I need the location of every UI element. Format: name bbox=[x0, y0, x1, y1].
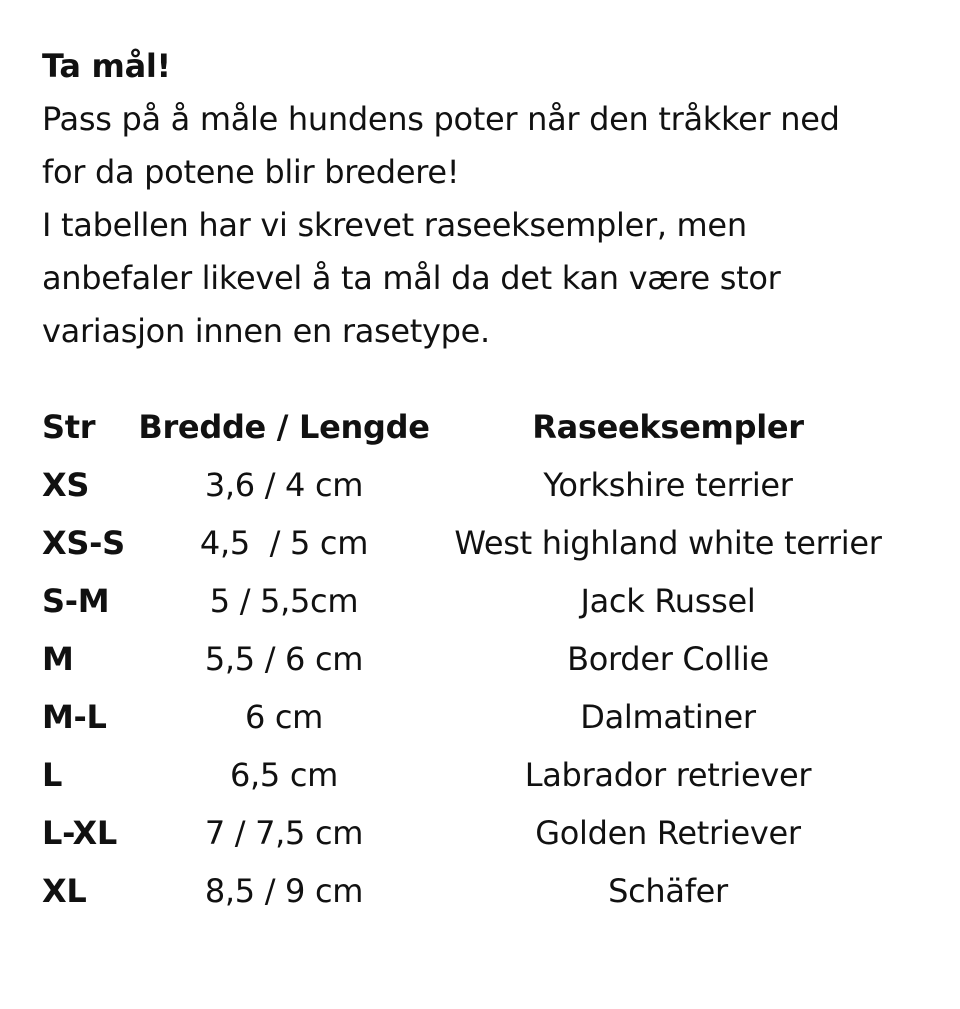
dimensions-cell: 5,5 / 6 cm bbox=[204, 640, 364, 678]
size-cell: L-XL bbox=[42, 814, 117, 852]
table-row bbox=[42, 804, 902, 862]
dimensions-cell: 6,5 cm bbox=[229, 756, 339, 794]
intro-line: Pass på å måle hundens poter når den tråkker ned bbox=[42, 100, 840, 138]
breed-cell: Jack Russel bbox=[580, 582, 756, 620]
size-cell: XS-S bbox=[42, 524, 125, 562]
size-cell: XS bbox=[42, 466, 90, 504]
header-breeds: Raseeksempler bbox=[532, 408, 804, 446]
size-cell: S-M bbox=[42, 582, 110, 620]
dimensions-cell: 8,5 / 9 cm bbox=[204, 872, 364, 910]
intro-heading: Ta mål! bbox=[42, 47, 171, 85]
intro-line: anbefaler likevel å ta mål da det kan være stor bbox=[42, 259, 781, 297]
breed-cell: West highland white terrier bbox=[454, 524, 882, 562]
table-row bbox=[42, 572, 902, 630]
dimensions-cell: 4,5 / 5 cm bbox=[199, 524, 369, 562]
dimensions-cell: 7 / 7,5 cm bbox=[204, 814, 364, 852]
size-cell: M bbox=[42, 640, 74, 678]
dimensions-cell: 3,6 / 4 cm bbox=[204, 466, 364, 504]
size-table bbox=[42, 398, 902, 920]
table-row bbox=[42, 514, 902, 572]
header-size: Str bbox=[42, 408, 96, 446]
breed-cell: Border Collie bbox=[567, 640, 769, 678]
table-header-row bbox=[42, 398, 902, 456]
table-row bbox=[42, 688, 902, 746]
intro-text bbox=[42, 40, 942, 358]
breed-cell: Golden Retriever bbox=[535, 814, 801, 852]
table-row bbox=[42, 746, 902, 804]
breed-cell: Schäfer bbox=[608, 872, 728, 910]
intro-line: I tabellen har vi skrevet raseeksempler, men bbox=[42, 206, 747, 244]
table-row bbox=[42, 630, 902, 688]
intro-line: for da potene blir bredere! bbox=[42, 153, 460, 191]
dimensions-cell: 5 / 5,5cm bbox=[209, 582, 359, 620]
dimensions-cell: 6 cm bbox=[244, 698, 324, 736]
breed-cell: Dalmatiner bbox=[580, 698, 756, 736]
size-cell: L bbox=[42, 756, 63, 794]
table-row bbox=[42, 862, 902, 920]
breed-cell: Labrador retriever bbox=[524, 756, 812, 794]
table-row bbox=[42, 456, 902, 514]
intro-line: variasjon innen en rasetype. bbox=[42, 312, 490, 350]
size-cell: M-L bbox=[42, 698, 107, 736]
breed-cell: Yorkshire terrier bbox=[543, 466, 793, 504]
size-cell: XL bbox=[42, 872, 87, 910]
header-dimensions: Bredde / Lengde bbox=[138, 408, 430, 446]
